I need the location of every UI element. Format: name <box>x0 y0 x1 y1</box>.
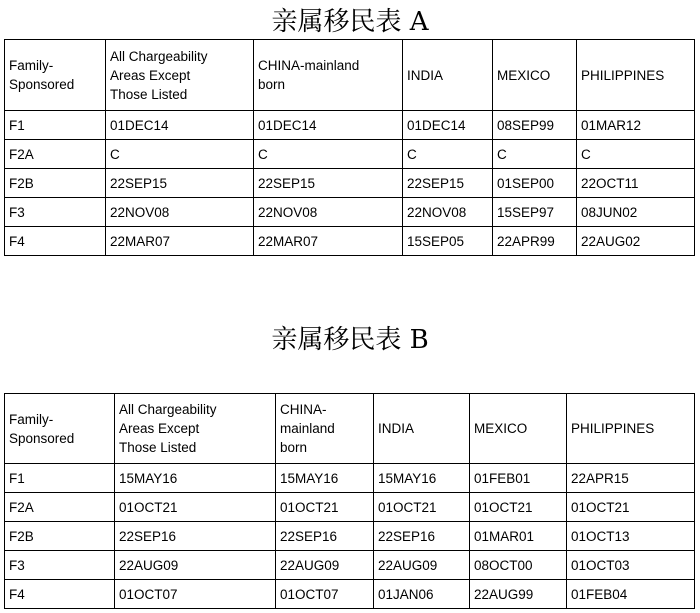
header-china: CHINA-mainland born <box>254 40 403 111</box>
category-cell: F2B <box>5 169 106 198</box>
category-cell: F2B <box>5 522 115 551</box>
header-india: INDIA <box>374 394 470 464</box>
date-cell: C <box>106 140 254 169</box>
category-cell: F4 <box>5 227 106 256</box>
visa-bulletin-table-a <box>4 39 695 256</box>
date-cell: 22SEP16 <box>374 522 470 551</box>
date-cell: 15SEP97 <box>493 198 577 227</box>
date-cell: 08OCT00 <box>470 551 567 580</box>
date-cell: 01OCT21 <box>276 493 374 522</box>
header-all-chargeability: All Chargeability Areas Except Those Listed <box>115 394 276 464</box>
date-cell: 01MAR01 <box>470 522 567 551</box>
date-cell: 08SEP99 <box>493 111 577 140</box>
date-cell: 01OCT07 <box>276 580 374 609</box>
date-cell: 01OCT21 <box>470 493 567 522</box>
header-philippines: PHILIPPINES <box>567 394 695 464</box>
date-cell: 15SEP05 <box>403 227 493 256</box>
date-cell: 22NOV08 <box>106 198 254 227</box>
date-cell: 22AUG02 <box>577 227 695 256</box>
date-cell: 01OCT21 <box>567 493 695 522</box>
date-cell: 01DEC14 <box>106 111 254 140</box>
table-row <box>5 493 695 522</box>
table-b-title: 亲属移民表 B <box>271 325 429 355</box>
date-cell: 22OCT11 <box>577 169 695 198</box>
category-cell: F1 <box>5 111 106 140</box>
table-row <box>5 464 695 493</box>
date-cell: 15MAY16 <box>115 464 276 493</box>
date-cell: 22NOV08 <box>403 198 493 227</box>
date-cell: 01DEC14 <box>254 111 403 140</box>
date-cell: 01OCT03 <box>567 551 695 580</box>
date-cell: 22SEP15 <box>106 169 254 198</box>
category-cell: F3 <box>5 551 115 580</box>
table-row <box>5 198 695 227</box>
date-cell: 08JUN02 <box>577 198 695 227</box>
table-header-row <box>5 394 695 464</box>
date-cell: 22MAR07 <box>106 227 254 256</box>
date-cell: 01DEC14 <box>403 111 493 140</box>
visa-bulletin-table-b <box>4 393 695 609</box>
date-cell: 22SEP16 <box>115 522 276 551</box>
table-row <box>5 111 695 140</box>
date-cell: 22AUG09 <box>374 551 470 580</box>
header-family-sponsored: Family- Sponsored <box>5 40 106 111</box>
date-cell: 01OCT13 <box>567 522 695 551</box>
date-cell: 01OCT21 <box>115 493 276 522</box>
header-philippines: PHILIPPINES <box>577 40 695 111</box>
date-cell: C <box>493 140 577 169</box>
date-cell: 01JAN06 <box>374 580 470 609</box>
date-cell: 01MAR12 <box>577 111 695 140</box>
date-cell: 15MAY16 <box>374 464 470 493</box>
date-cell: 22SEP15 <box>403 169 493 198</box>
category-cell: F2A <box>5 140 106 169</box>
date-cell: 22AUG99 <box>470 580 567 609</box>
table-row <box>5 140 695 169</box>
date-cell: 22AUG09 <box>276 551 374 580</box>
category-cell: F4 <box>5 580 115 609</box>
header-china: CHINA- mainland born <box>276 394 374 464</box>
table-row <box>5 580 695 609</box>
header-mexico: MEXICO <box>470 394 567 464</box>
date-cell: 15MAY16 <box>276 464 374 493</box>
table-header-row <box>5 40 695 111</box>
date-cell: 01SEP00 <box>493 169 577 198</box>
date-cell: C <box>403 140 493 169</box>
date-cell: 22AUG09 <box>115 551 276 580</box>
date-cell: C <box>577 140 695 169</box>
date-cell: 22MAR07 <box>254 227 403 256</box>
date-cell: 01OCT07 <box>115 580 276 609</box>
date-cell: 01FEB01 <box>470 464 567 493</box>
table-a-title: 亲属移民表 A <box>271 7 429 37</box>
date-cell: 22APR15 <box>567 464 695 493</box>
date-cell: 22APR99 <box>493 227 577 256</box>
header-mexico: MEXICO <box>493 40 577 111</box>
category-cell: F3 <box>5 198 106 227</box>
date-cell: 22SEP15 <box>254 169 403 198</box>
table-row <box>5 169 695 198</box>
date-cell: C <box>254 140 403 169</box>
date-cell: 22SEP16 <box>276 522 374 551</box>
table-row <box>5 522 695 551</box>
category-cell: F2A <box>5 493 115 522</box>
date-cell: 22NOV08 <box>254 198 403 227</box>
header-india: INDIA <box>403 40 493 111</box>
date-cell: 01FEB04 <box>567 580 695 609</box>
date-cell: 01OCT21 <box>374 493 470 522</box>
header-family-sponsored: Family- Sponsored <box>5 394 115 464</box>
header-all-chargeability: All Chargeability Areas Except Those Listed <box>106 40 254 111</box>
table-row <box>5 227 695 256</box>
category-cell: F1 <box>5 464 115 493</box>
table-row <box>5 551 695 580</box>
